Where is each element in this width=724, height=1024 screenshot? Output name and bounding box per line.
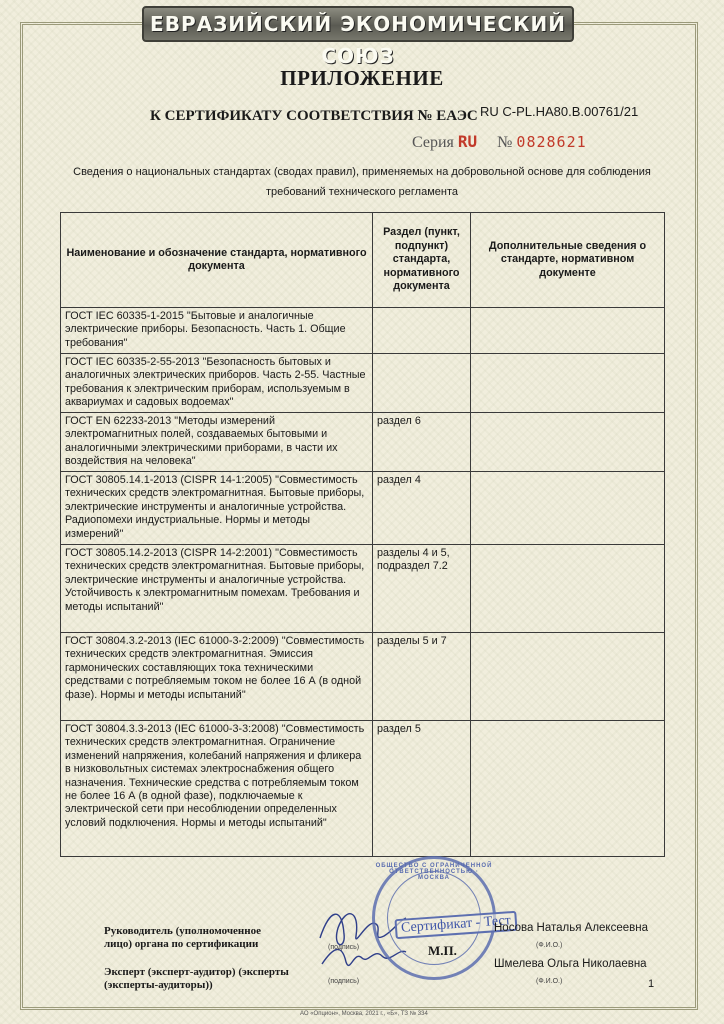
- certificate-number: RU C-PL.НА80.В.00761/21: [480, 104, 639, 119]
- standard-extra: [471, 472, 665, 545]
- signature-caption-2: (подпись): [328, 978, 360, 985]
- standard-extra: [471, 413, 665, 472]
- fio-caption-1: (Ф.И.О.): [536, 942, 563, 949]
- series-line: [412, 132, 587, 152]
- table-row: [61, 354, 665, 413]
- signature-caption-1: (подпись): [328, 944, 360, 951]
- stamp-label: Сертификат - Тест: [394, 911, 517, 939]
- standard-section: [373, 354, 471, 413]
- certificate-subtitle: К СЕРТИФИКАТУ СООТВЕТСТВИЯ № ЕАЭС: [150, 108, 478, 124]
- header-section: Раздел (пункт, подпункт) стандарта, нормативного документа: [373, 213, 471, 308]
- series-value: RU: [457, 132, 478, 151]
- standard-extra: [471, 721, 665, 857]
- standard-section: [373, 308, 471, 354]
- table-row: [61, 633, 665, 721]
- expert-label: Эксперт (эксперт-аудитор) (эксперты (эксперты-аудиторы)): [104, 966, 289, 991]
- standard-extra: [471, 633, 665, 721]
- header-extra: Дополнительные сведения о стандарте, нормативном документе: [471, 213, 665, 308]
- number-label: №: [497, 134, 513, 151]
- standard-name: ГОСТ 30805.14.1-2013 (CISPR 14-1:2005) "Совместимость технических средств электромагнитная. Бытовые приборы, электрические инструменты и аналогичные устройства. Радиопомехи индустриальные. Нормы и методы измерений": [61, 472, 373, 545]
- table-row: [61, 413, 665, 472]
- standard-name: ГОСТ 30805.14.2-2013 (CISPR 14-2:2001) "Совместимость технических средств электромагнитная. Бытовые приборы, электрические инструменты и аналогичные устройства. Устойчивость к электромагнитным помехам. Требования и методы испытаний": [61, 545, 373, 633]
- standards-table: [60, 212, 665, 857]
- expert-name: Шмелева Ольга Николаевна: [494, 958, 647, 970]
- page-number: 1: [648, 978, 655, 990]
- standard-section: разделы 5 и 7: [373, 633, 471, 721]
- intro-text: Сведения о национальных стандартах (сводах правил), применяемых на добровольной основе для соблюдения требований технического регламента: [73, 166, 651, 198]
- union-banner: ЕВРАЗИЙСКИЙ ЭКОНОМИЧЕСКИЙ СОЮЗ: [142, 6, 574, 42]
- fio-caption-2: (Ф.И.О.): [536, 978, 563, 985]
- series-label: Серия: [412, 134, 454, 151]
- table-row: [61, 721, 665, 857]
- table-row: [61, 472, 665, 545]
- standard-section: разделы 4 и 5, подраздел 7.2: [373, 545, 471, 633]
- table-row: [61, 545, 665, 633]
- header-standard: Наименование и обозначение стандарта, нормативного документа: [61, 213, 373, 308]
- standard-name: ГОСТ IEC 60335-2-55-2013 "Безопасность бытовых и аналогичных электрических приборов. Часть 2-55. Частные требования к электрическим приборам, используемым в аквариумах и садовых водоемах": [61, 354, 373, 413]
- standard-section: раздел 6: [373, 413, 471, 472]
- standard-name: ГОСТ IEC 60335-1-2015 "Бытовые и аналогичные электрические приборы. Безопасность. Часть 1. Общие требования": [61, 308, 373, 354]
- standard-extra: [471, 308, 665, 354]
- mp-label: М.П.: [428, 943, 457, 958]
- standard-name: ГОСТ EN 62233-2013 "Методы измерений электромагнитных полей, создаваемых бытовыми и аналогичными электрическими приборами, в части их воздействия на человека": [61, 413, 373, 472]
- head-label: Руководитель (уполномоченное лицо) органа по сертификации: [104, 925, 261, 950]
- stamp-ring-text: ОБЩЕСТВО С ОГРАНИЧЕННОЙ ОТВЕТСТВЕННОСТЬЮ · МОСКВА: [375, 863, 493, 881]
- series-number: 0828621: [516, 133, 587, 151]
- standard-name: ГОСТ 30804.3.3-2013 (IEC 61000-3-3:2008) "Совместимость технических средств электромагнитная. Ограничение изменений напряжения, колебаний напряжения и фликера в низковольтных системах электроснабжения общего назначения. Технические средства с потребляемым током не более 16 А (в одной фазе), подключаемые к электрической сети при несоблюдении определенных условий подключения. Нормы и методы испытаний": [61, 721, 373, 857]
- standard-name: ГОСТ 30804.3.2-2013 (IEC 61000-3-2:2009) "Совместимость технических средств электромагнитная. Эмиссия гармонических составляющих тока техническими средствами с потребляемым током не более 16 А (в одной фазе). Нормы и методы испытаний": [61, 633, 373, 721]
- page-title: ПРИЛОЖЕНИЕ: [280, 66, 444, 90]
- printer-imprint: АО «Опцион», Москва, 2021 г., «Б», ТЗ № 334: [300, 1011, 428, 1017]
- head-name: Носова Наталья Алексеевна: [494, 922, 648, 934]
- table-header-row: [61, 213, 665, 308]
- standard-extra: [471, 545, 665, 633]
- standard-section: раздел 5: [373, 721, 471, 857]
- table-row: [61, 308, 665, 354]
- standard-section: раздел 4: [373, 472, 471, 545]
- standard-extra: [471, 354, 665, 413]
